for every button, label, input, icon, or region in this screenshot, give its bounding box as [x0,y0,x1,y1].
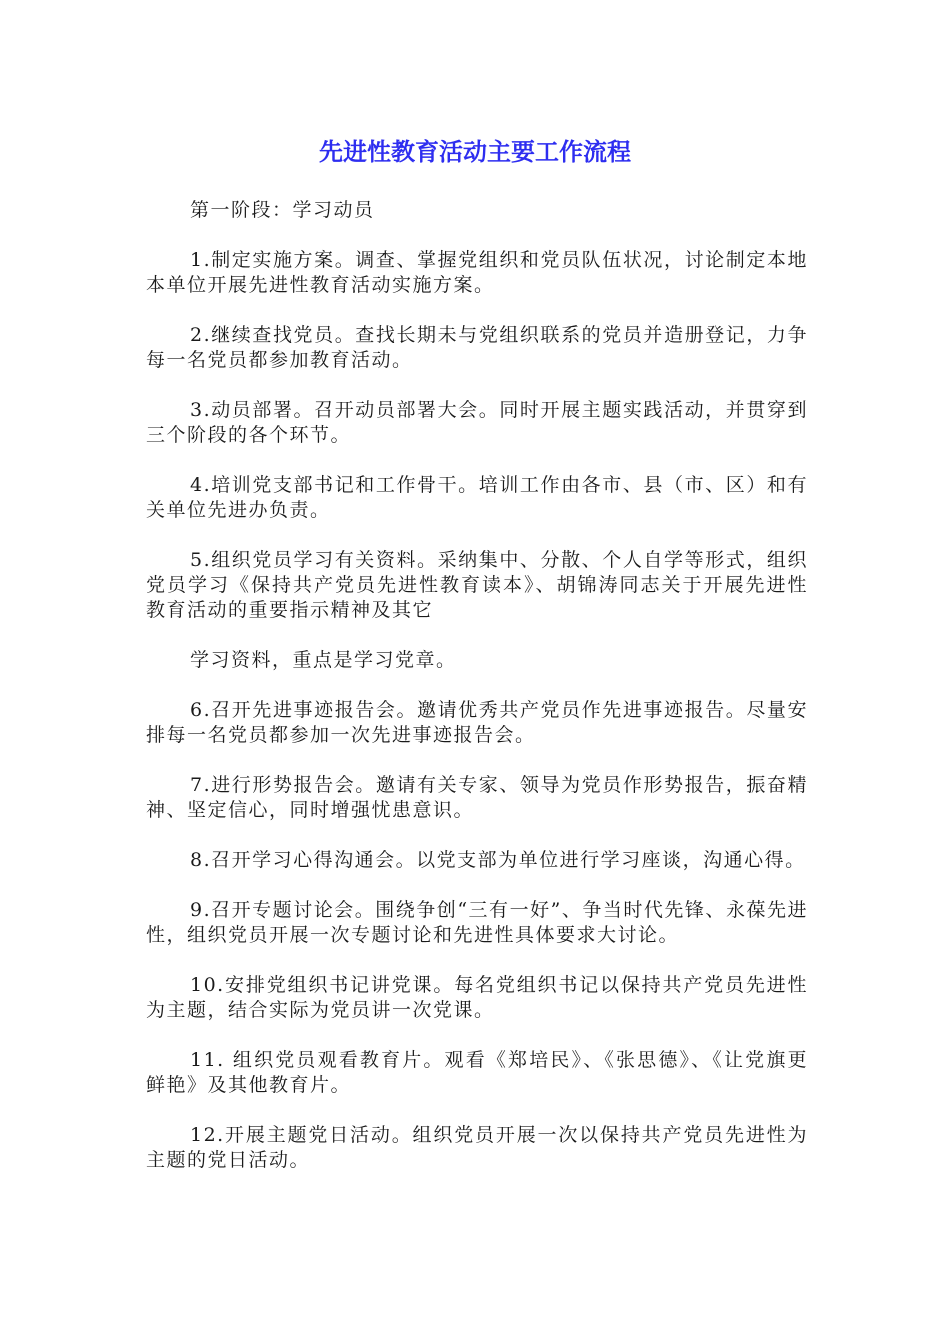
paragraph-item-10: 10.安排党组织书记讲党课。每名党组织书记以保持共产党员先进性为主题，结合实际为党员讲一次党课。 [146,974,808,1021]
paragraph-item-2: 2.继续查找党员。查找长期未与党组织联系的党员并造册登记，力争每一名党员都参加教育活动。 [146,324,808,371]
document-body [146,198,808,1198]
paragraph-item-4: 4.培训党支部书记和工作骨干。培训工作由各市、县（市、区）和有关单位先进办负责。 [146,474,808,521]
paragraph-item-1: 1.制定实施方案。调查、掌握党组织和党员队伍状况，讨论制定本地本单位开展先进性教育活动实施方案。 [146,249,808,296]
paragraph-item-8: 8.召开学习心得沟通会。以党支部为单位进行学习座谈，沟通心得。 [190,849,806,871]
paragraph-item-3: 3.动员部署。召开动员部署大会。同时开展主题实践活动，并贯穿到三个阶段的各个环节。 [146,399,808,446]
paragraph-item-5: 5.组织党员学习有关资料。采纳集中、分散、个人自学等形式，组织党员学习《保持共产党员先进性教育读本》、胡锦涛同志关于开展先进性教育活动的重要指示精神及其它 [146,549,808,621]
paragraph-item-6: 6.召开先进事迹报告会。邀请优秀共产党员作先进事迹报告。尽量安排每一名党员都参加一次先进事迹报告会。 [146,699,808,746]
document-title: 先进性教育活动主要工作流程 [319,138,631,166]
paragraph-item-7: 7.进行形势报告会。邀请有关专家、领导为党员作形势报告，振奋精神、坚定信心，同时增强忧患意识。 [146,774,808,821]
paragraph-item-9: 9.召开专题讨论会。围绕争创“三有一好”、争当时代先锋、永葆先进性，组织党员开展一次专题讨论和先进性具体要求大讨论。 [146,899,808,946]
paragraph-item-11: 11. 组织党员观看教育片。观看《郑培民》、《张思德》、《让党旗更鲜艳》及其他教育片。 [146,1049,808,1096]
section-heading: 第一阶段：学习动员 [190,199,375,221]
paragraph-item-12: 12.开展主题党日活动。组织党员开展一次以保持共产党员先进性为主题的党日活动。 [146,1124,808,1171]
paragraph-item-5-continued: 学习资料，重点是学习党章。 [190,649,457,671]
